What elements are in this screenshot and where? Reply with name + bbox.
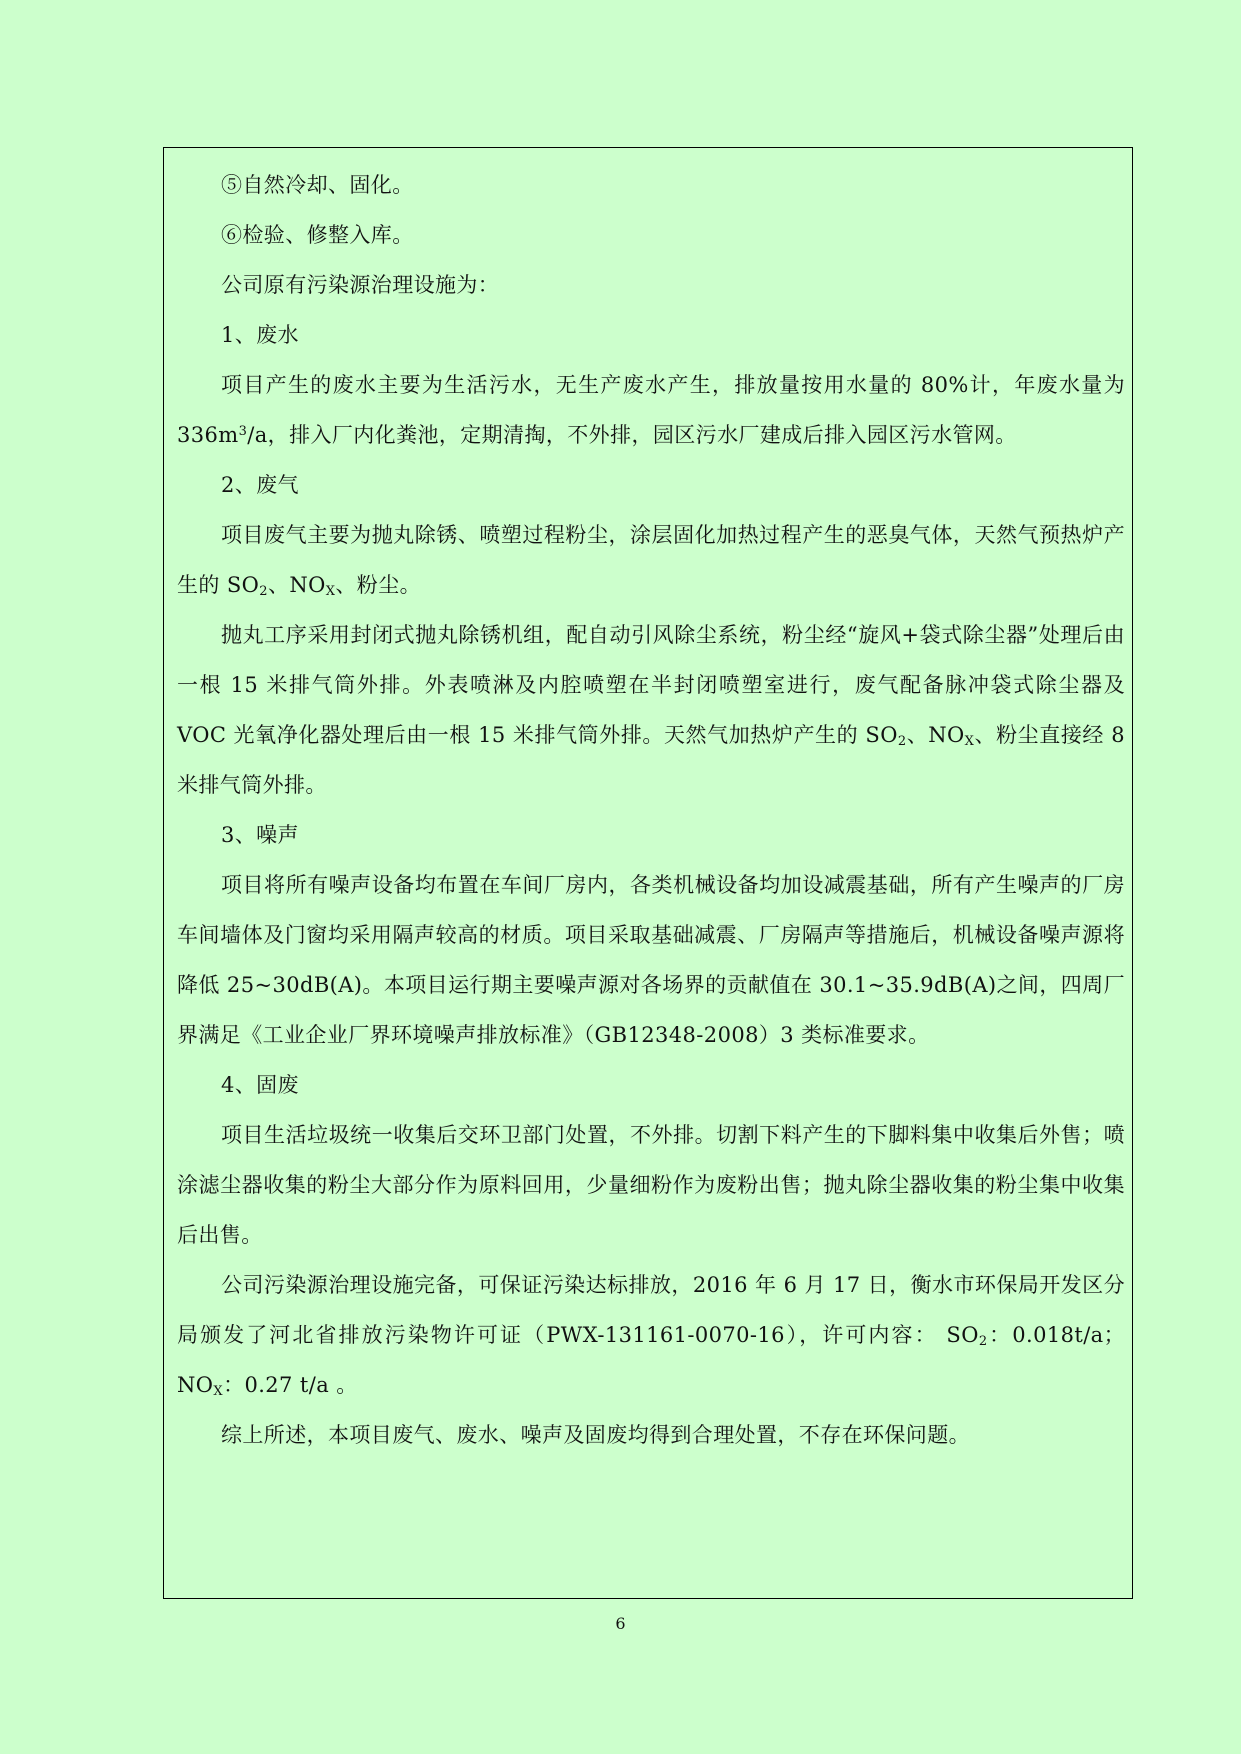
- step-6-line: ⑥检验、修整入库。: [221, 223, 414, 247]
- intro-line: 公司原有污染源治理设施为：: [221, 273, 500, 297]
- paragraph-solid-waste: 项目生活垃圾统一收集后交环卫部门处置，不外排。切割下料产生的下脚料集中收集后外售；喷涂滤尘器收集的粉尘大部分作为原料回用，少量细粉作为废粉出售；抛丸除尘器收集的粉尘集中收集后出售。: [177, 1123, 1125, 1247]
- heading-wastewater: 1、废水: [221, 323, 299, 347]
- paragraph-noise: 项目将所有噪声设备均布置在车间厂房内，各类机械设备均加设减震基础，所有产生噪声的厂房车间墙体及门窗均采用隔声较高的材质。项目采取基础减震、厂房隔声等措施后，机械设备噪声源将降低 25~30dB(A)。本项目运行期主要噪声源对各场界的贡献值在 30.1~35.9dB(A)之间，四周厂界满足《工业企业厂界环境噪声排放标准》（GB12348-2008）3 类标准要求。: [177, 873, 1125, 1047]
- paragraph-permit: 公司污染源治理设施完备，可保证污染达标排放，2016 年 6 月 17 日，衡水市环保局开发区分局颁发了河北省排放污染物许可证（PWX-131161-0070-16），许可内容： $SO_2$：0.018t/a；$NO_X$：0.27 t/a 。: [177, 1273, 1125, 1399]
- step-5-line: ⑤自然冷却、固化。: [221, 173, 414, 197]
- paragraph-summary: 综上所述，本项目废气、废水、噪声及固废均得到合理处置，不存在环保问题。: [221, 1423, 970, 1447]
- document-body: [177, 160, 1125, 1460]
- paragraph-shot-blasting: 抛丸工序采用封闭式抛丸除锈机组，配自动引风除尘系统，粉尘经“旋风+袋式除尘器”处理后由一根 15 米排气筒外排。外表喷淋及内腔喷塑在半封闭喷塑室进行，废气配备脉冲袋式除尘器及 VOC 光氧净化器处理后由一根 15 米排气筒外排。天然气加热炉产生的 $SO_2$、$NO_X$、粉尘直接经 8 米排气筒外排。: [177, 623, 1125, 797]
- heading-solid-waste: 4、固废: [221, 1073, 299, 1097]
- page-number: 6: [615, 1614, 626, 1633]
- paragraph-waste-gas: 项目废气主要为抛丸除锈、喷塑过程粉尘，涂层固化加热过程产生的恶臭气体，天然气预热炉产生的 $SO_2$、$NO_X$、粉尘。: [177, 523, 1125, 599]
- heading-noise: 3、噪声: [221, 823, 299, 847]
- heading-waste-gas: 2、废气: [221, 473, 299, 497]
- paragraph-wastewater: 项目产生的废水主要为生活污水，无生产废水产生，排放量按用水量的 80%计，年废水量为 $336m^3/a$，排入厂内化粪池，定期清掏，不外排，园区污水厂建成后排入园区污水管网。: [177, 373, 1125, 447]
